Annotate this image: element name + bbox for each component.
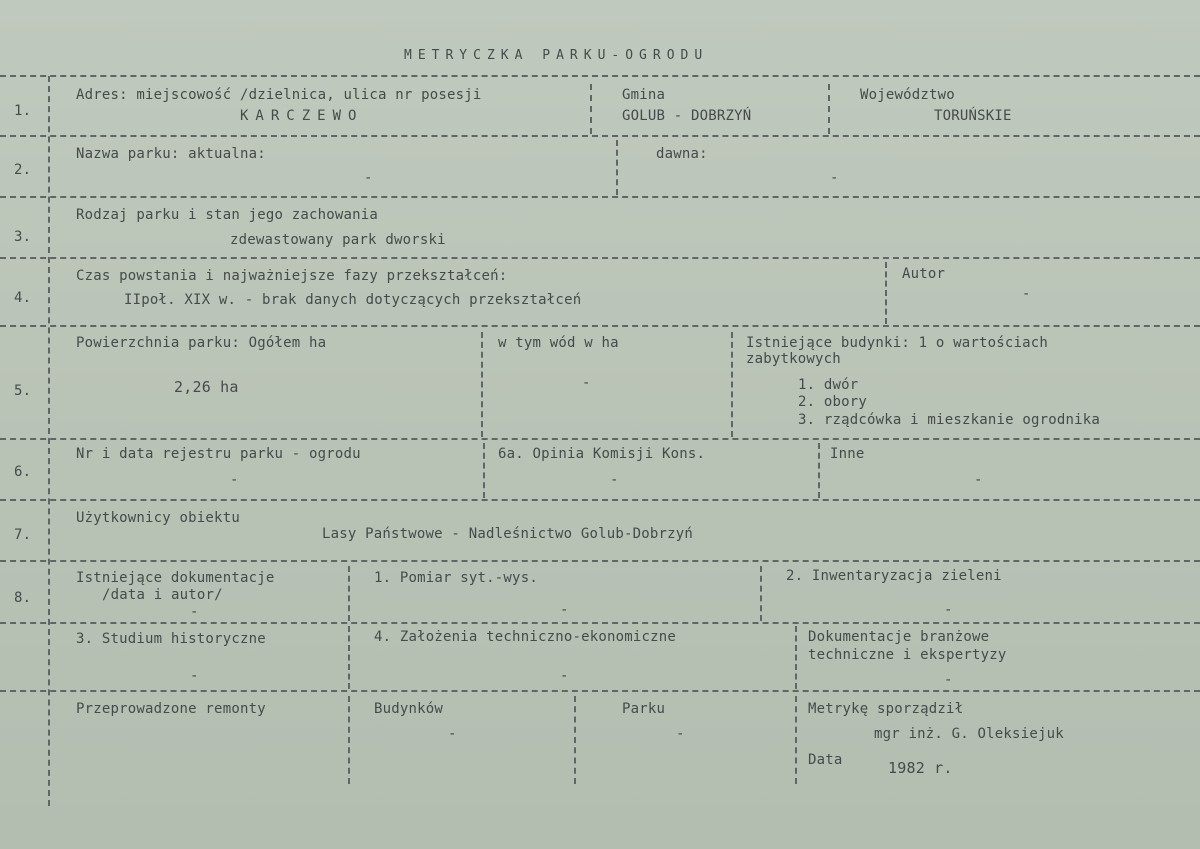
- technical-assumptions-value: -: [560, 668, 569, 684]
- cell-divider: [818, 443, 820, 498]
- former-name-value: -: [830, 170, 839, 186]
- author-label: Autor: [902, 266, 946, 282]
- voivodeship-label: Województwo: [860, 87, 955, 103]
- row-number: 3.: [14, 229, 32, 245]
- origin-value: IIpoł. XIX w. - brak danych dotyczących przekształceń: [124, 292, 582, 308]
- survey-label: 1. Pomiar syt.-wys.: [374, 570, 538, 586]
- register-value: -: [230, 472, 239, 488]
- building-item: 1. dwór: [798, 377, 859, 393]
- cell-divider: [481, 332, 483, 437]
- water-value: -: [582, 375, 591, 391]
- buildings-label-cont: zabytkowych: [746, 351, 841, 367]
- technical-assumptions-label: 4. Założenia techniczno-ekonomiczne: [374, 629, 677, 645]
- repairs-buildings-label: Budynków: [374, 701, 444, 717]
- row-divider: [0, 560, 1200, 562]
- voivodeship-value: TORUŃSKIE: [934, 108, 1012, 124]
- area-value: 2,26 ha: [174, 378, 239, 396]
- branch-docs-label: Dokumentacje branżowe: [808, 629, 990, 645]
- prepared-by-label: Metrykę sporządził: [808, 701, 964, 717]
- history-study-label: 3. Studium historyczne: [76, 631, 266, 647]
- history-study-value: -: [190, 668, 199, 684]
- row-divider: [0, 690, 1200, 692]
- gmina-label: Gmina: [622, 87, 666, 103]
- branch-docs-value: -: [944, 672, 953, 688]
- buildings-label: Istniejące budynki: 1 o wartościach: [746, 335, 1049, 351]
- cell-divider: [795, 696, 797, 784]
- date-label: Data: [808, 752, 843, 768]
- date-value: 1982 r.: [888, 759, 953, 777]
- row-divider: [0, 438, 1200, 440]
- author-value: -: [1022, 286, 1031, 302]
- cell-divider: [760, 566, 762, 621]
- former-name-label: dawna:: [656, 146, 708, 162]
- cell-divider: [731, 332, 733, 437]
- cell-divider: [348, 696, 350, 784]
- row-number: 4.: [14, 290, 32, 306]
- cell-divider: [348, 626, 350, 689]
- documentation-label-cont: /data i autor/: [102, 587, 223, 603]
- survey-value: -: [560, 602, 569, 618]
- cell-divider: [590, 84, 592, 134]
- other-value: -: [974, 472, 983, 488]
- row-divider: [0, 135, 1200, 137]
- other-label: Inne: [830, 446, 865, 462]
- park-type-label: Rodzaj parku i stan jego zachowania: [76, 207, 379, 223]
- row-number: 7.: [14, 527, 32, 543]
- repairs-park-label: Parku: [622, 701, 666, 717]
- opinion-value: -: [610, 472, 619, 488]
- users-label: Użytkownicy obiektu: [76, 510, 240, 526]
- branch-docs-label-cont: techniczne i ekspertyzy: [808, 647, 1007, 663]
- number-column-divider: [48, 76, 50, 806]
- cell-divider: [348, 566, 350, 621]
- origin-label: Czas powstania i najważniejsze fazy przekształceń:: [76, 268, 508, 284]
- documentation-value: -: [190, 604, 199, 620]
- address-value: KARCZEWO: [240, 108, 364, 124]
- repairs-park-value: -: [676, 726, 685, 742]
- cell-divider: [574, 696, 576, 784]
- greenery-value: -: [944, 602, 953, 618]
- greenery-label: 2. Inwentaryzacja zieleni: [786, 568, 1002, 584]
- row-divider: [0, 499, 1200, 501]
- row-number: 8.: [14, 590, 32, 606]
- prepared-by-value: mgr inż. G. Oleksiejuk: [874, 726, 1064, 742]
- row-divider: [0, 325, 1200, 327]
- documentation-label: Istniejące dokumentacje: [76, 570, 275, 586]
- row-divider: [0, 75, 1200, 77]
- park-type-value: zdewastowany park dworski: [230, 232, 446, 248]
- row-number: 1.: [14, 103, 32, 119]
- users-value: Lasy Państwowe - Nadleśnictwo Golub-Dobrzyń: [322, 526, 694, 542]
- repairs-label: Przeprowadzone remonty: [76, 701, 266, 717]
- row-number: 5.: [14, 383, 32, 399]
- register-label: Nr i data rejestru parku - ogrodu: [76, 446, 361, 462]
- row-divider: [0, 196, 1200, 198]
- cell-divider: [885, 262, 887, 324]
- document-title: METRYCZKA PARKU-OGRODU: [404, 48, 709, 63]
- water-label: w tym wód w ha: [498, 335, 619, 351]
- building-item: 3. rządcówka i mieszkanie ogrodnika: [798, 412, 1101, 428]
- cell-divider: [795, 626, 797, 689]
- area-label: Powierzchnia parku: Ogółem ha: [76, 335, 327, 351]
- row-divider: [0, 622, 1200, 624]
- cell-divider: [616, 140, 618, 195]
- row-divider: [0, 257, 1200, 259]
- row-number: 2.: [14, 162, 32, 178]
- opinion-label: 6a. Opinia Komisji Kons.: [498, 446, 706, 462]
- address-label: Adres: miejscowość /dzielnica, ulica nr posesji: [76, 87, 482, 103]
- building-item: 2. obory: [798, 394, 868, 410]
- cell-divider: [483, 443, 485, 498]
- current-name-value: -: [364, 170, 373, 186]
- current-name-label: Nazwa parku: aktualna:: [76, 146, 266, 162]
- cell-divider: [828, 84, 830, 134]
- repairs-buildings-value: -: [448, 726, 457, 742]
- gmina-value: GOLUB - DOBRZYŃ: [622, 108, 752, 124]
- row-number: 6.: [14, 464, 32, 480]
